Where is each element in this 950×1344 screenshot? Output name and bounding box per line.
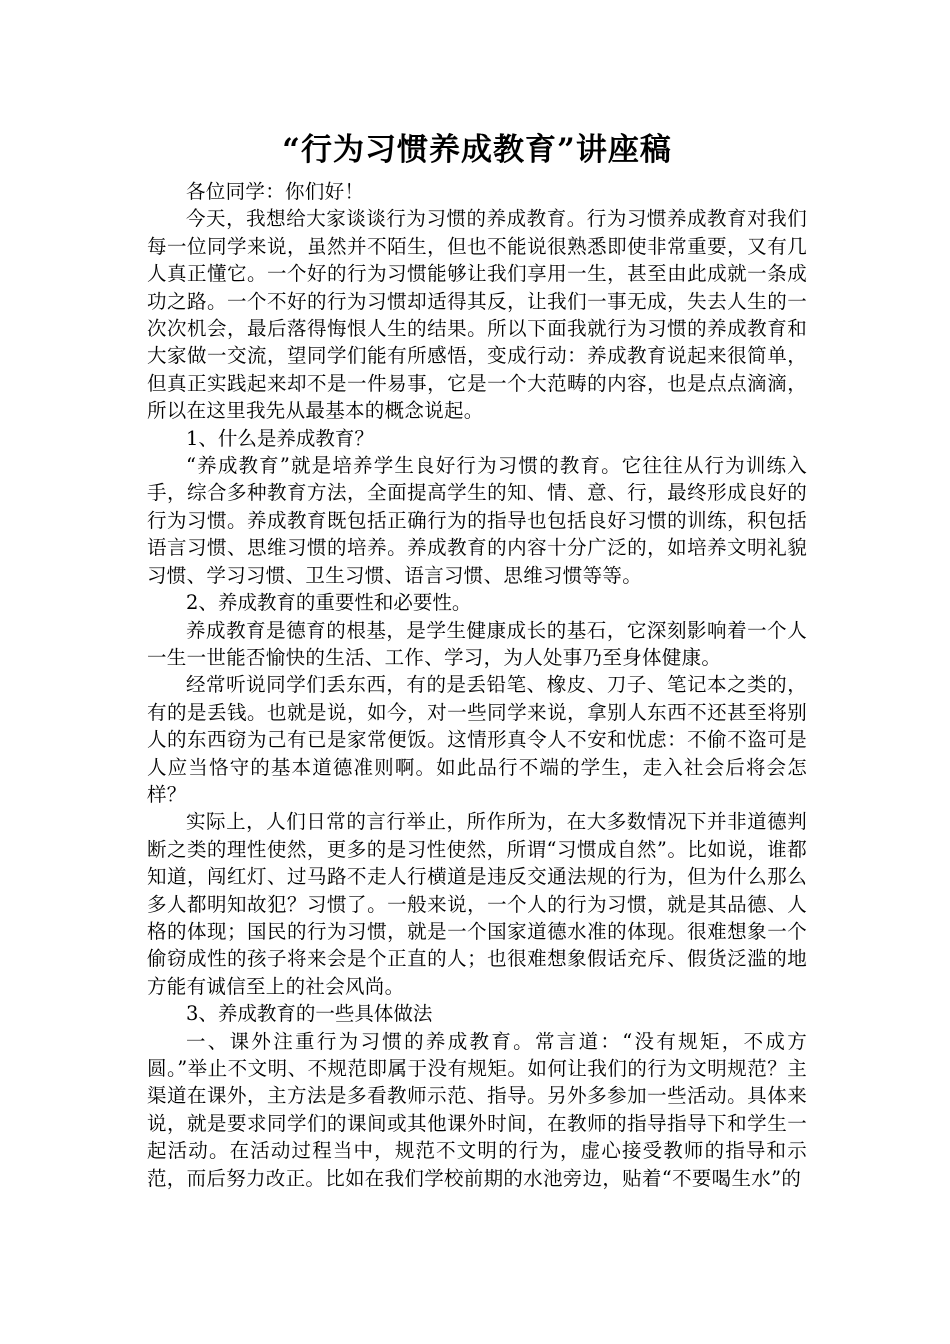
document-body (147, 128, 807, 1192)
greeting-paragraph: 各位同学：你们好！ (186, 180, 365, 203)
document-title: “行为习惯养成教育”讲座稿 (282, 132, 672, 168)
section-heading-2: 2、养成教育的重要性和必要性。 (186, 591, 472, 615)
example-paragraph: 经常听说同学们丢东西，有的是丢铅笔、橡皮、刀子、笔记本之类的，有的是丢钱。也就是说，如今，对一些同学来说，拿别人东西不还甚至将别人的东西窃为己有已是家常便饭。这情形真令人不安和忧虑：不偷不盗可是人应当恪守的基本道德准则啊。如此品行不端的学生，走入社会后将会怎样？ (147, 673, 807, 806)
intro-paragraph: 今天，我想给大家谈谈行为习惯的养成教育。行为习惯养成教育对我们每一位同学来说，虽然并不陌生，但也不能说很熟悉即使非常重要，又有几人真正懂它。一个好的行为习惯能够让我们享用一生，甚至由此成就一条成功之路。一个不好的行为习惯却适得其反，让我们一事无成，失去人生的一次次机会，最后落得悔恨人生的结果。所以下面我就行为习惯的养成教育和大家做一交流，望同学们能有所感悟，变成行动：养成教育说起来很简单，但真正实践起来却不是一件易事，它是一个大范畴的内容，也是点点滴滴，所以在这里我先从最基本的概念说起。 (147, 207, 807, 423)
section-heading-1: 1、什么是养成教育？ (186, 426, 374, 450)
importance-paragraph: 养成教育是德育的根基，是学生健康成长的基石，它深刻影响着一个人一生一世能否愉快的生活、工作、学习，为人处事乃至身体健康。 (147, 618, 807, 669)
practice-paragraph: 一、课外注重行为习惯的养成教育。常言道：“没有规矩，不成方圆。”举止不文明、不规范即属于没有规矩。如何让我们的行为文明规范？主渠道在课外，主方法是多看教师示范、指导。另外多参加一些活动。具体来说，就是要求同学们的课间或其他课外时间，在教师的指导指导下和学生一起活动。在活动过程当中，规范不文明的行为，虚心接受教师的指导和示范，而后努力改正。比如在我们学校前期的水池旁边，贴着“不要喝生水”的 (147, 1029, 807, 1190)
definition-paragraph: “养成教育”就是培养学生良好行为习惯的教育。它往往从行为训练入手，综合多种教育方法，全面提高学生的知、情、意、行，最终形成良好的行为习惯。养成教育既包括正确行为的指导也包括良好习惯的训练，积包括语言习惯、思维习惯的培养。养成教育的内容十分广泛的，如培养文明礼貌习惯、学习习惯、卫生习惯、语言习惯、思维习惯等等。 (147, 454, 807, 587)
section-heading-3: 3、养成教育的一些具体做法 (186, 1002, 433, 1026)
habit-paragraph: 实际上，人们日常的言行举止，所作所为，在大多数情况下并非道德判断之类的理性使然，更多的是习性使然，所谓“习惯成自然”。比如说，谁都知道，闯红灯、过马路不走人行横道是违反交通法规的行为，但为什么那么多人都明知故犯？习惯了。一般来说，一个人的行为习惯，就是其品德、人格的体现；国民的行为习惯，就是一个国家道德水准的体现。很难想象一个偷窃成性的孩子将来会是个正直的人；也很难想象假话充斥、假货泛滥的地方能有诚信至上的社会风尚。 (147, 810, 807, 998)
